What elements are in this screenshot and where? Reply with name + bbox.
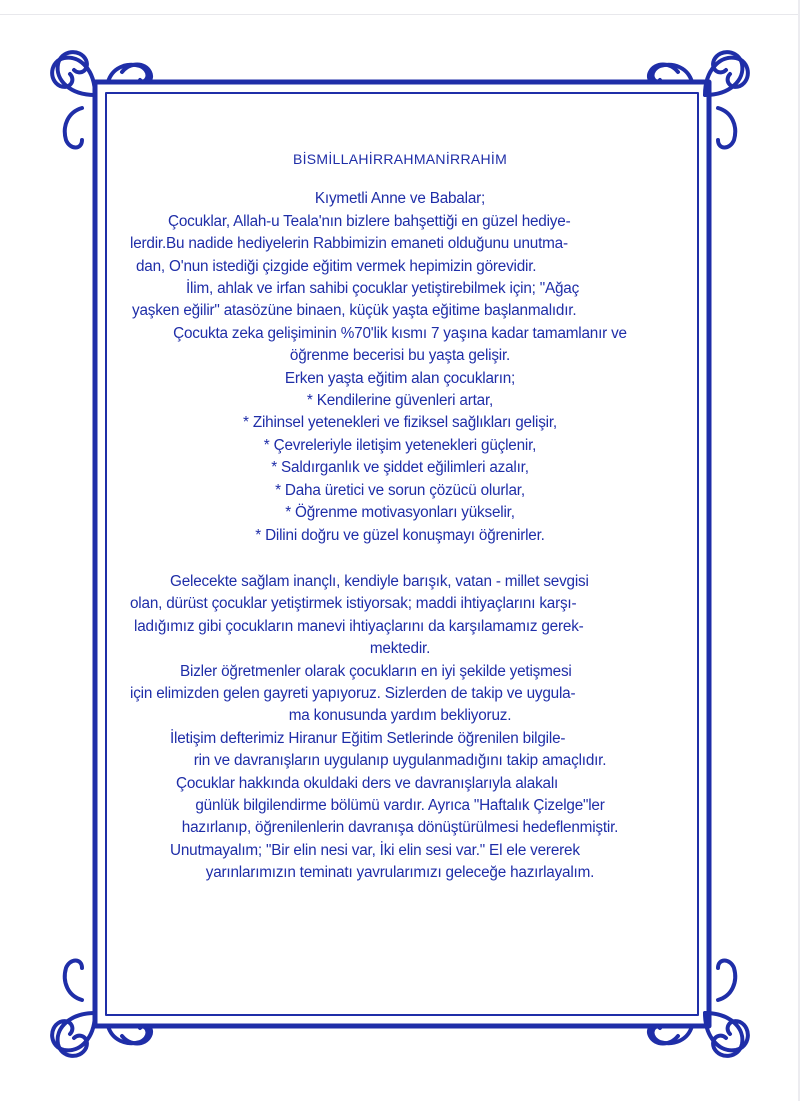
- paragraph-line: yaşken eğilir" atasözüne binaen, küçük yaşta eğitime başlanmalıdır.: [132, 302, 577, 320]
- paragraph-line: Çocuklar, Allah-u Teala'nın bizlere bahşettiği en güzel hediye-: [168, 212, 571, 230]
- letter-body: [130, 148, 670, 885]
- paragraph-line: Çocuklar hakkında okuldaki ders ve davranışlarıyla alakalı: [176, 774, 559, 792]
- paragraph-line: hazırlanıp, öğrenilenlerin davranışa dönüştürülmesi hedeflenmiştir.: [181, 819, 619, 837]
- paragraph-line: olan, dürüst çocuklar yetiştirmek istiyorsak; maddi ihtiyaçlarını karşı-: [130, 595, 577, 613]
- list-item: * Öğrenme motivasyonları yükselir,: [285, 504, 515, 522]
- corner-ornament-bottom-left: [52, 961, 151, 1056]
- paragraph-line: ladığımız gibi çocukların manevi ihtiyaçlarını da karşılamamız gerek-: [134, 617, 584, 635]
- paragraph-line: öğrenme becerisi bu yaşta gelişir.: [289, 347, 511, 365]
- benefits-intro: Erken yaşta eğitim alan çocukların;: [284, 369, 516, 387]
- list-item: * Daha üretici ve sorun çözücü olurlar,: [275, 481, 525, 499]
- list-item: * Çevreleriyle iletişim yetenekleri güçlenir,: [263, 436, 537, 454]
- paragraph-gap: [130, 547, 670, 571]
- list-item: * Dilini doğru ve güzel konuşmayı öğrenirler.: [255, 526, 545, 544]
- paragraph-line: için elimizden gelen gayreti yapıyoruz. Sizlerden de takip ve uygula-: [130, 684, 576, 702]
- list-item: * Saldırganlık ve şiddet eğilimleri azalır,: [271, 459, 529, 477]
- page-title: BİSMİLLAHİRRAHMANİRRAHİM: [292, 151, 508, 167]
- list-item: * Zihinsel yetenekleri ve fiziksel sağlıkları gelişir,: [243, 414, 557, 432]
- paragraph-line: yarınlarımızın teminatı yavrularımızı geleceğe hazırlayalım.: [205, 864, 595, 882]
- paragraph-line: lerdir.Bu nadide hediyelerin Rabbimizin emaneti olduğunu unutma-: [130, 235, 568, 253]
- paragraph-line: rin ve davranışların uygulanıp uygulanmadığını takip amaçlıdır.: [193, 752, 607, 770]
- paragraph-line: dan, O'nun istediği çizgide eğitim vermek hepimizin görevidir.: [136, 257, 537, 275]
- paragraph-line: mektedir.: [369, 640, 431, 658]
- greeting: Kıymetli Anne ve Babalar;: [314, 190, 486, 208]
- paragraph-line: Unutmayalım; "Bir elin nesi var, İki elin sesi var." El ele vererek: [170, 841, 580, 859]
- paragraph-line: İlim, ahlak ve irfan sahibi çocuklar yetiştirebilmek için; "Ağaç: [186, 280, 580, 298]
- paragraph-line: Çocukta zeka gelişiminin %70'lik kısmı 7 yaşına kadar tamamlanır ve: [173, 324, 627, 342]
- paragraph-line: İletişim defterimiz Hiranur Eğitim Setlerinde öğrenilen bilgile-: [170, 729, 566, 747]
- list-item: * Kendilerine güvenleri artar,: [306, 392, 494, 410]
- paragraph-line: Bizler öğretmenler olarak çocukların en iyi şekilde yetişmesi: [180, 662, 572, 680]
- paragraph-line: günlük bilgilendirme bölümü vardır. Ayrıca "Haftalık Çizelge"ler: [195, 796, 605, 814]
- paragraph-line: Gelecekte sağlam inançlı, kendiyle barışık, vatan - millet sevgisi: [170, 572, 589, 590]
- paragraph-line: ma konusunda yardım bekliyoruz.: [288, 707, 512, 725]
- corner-ornament-top-left: [52, 52, 151, 147]
